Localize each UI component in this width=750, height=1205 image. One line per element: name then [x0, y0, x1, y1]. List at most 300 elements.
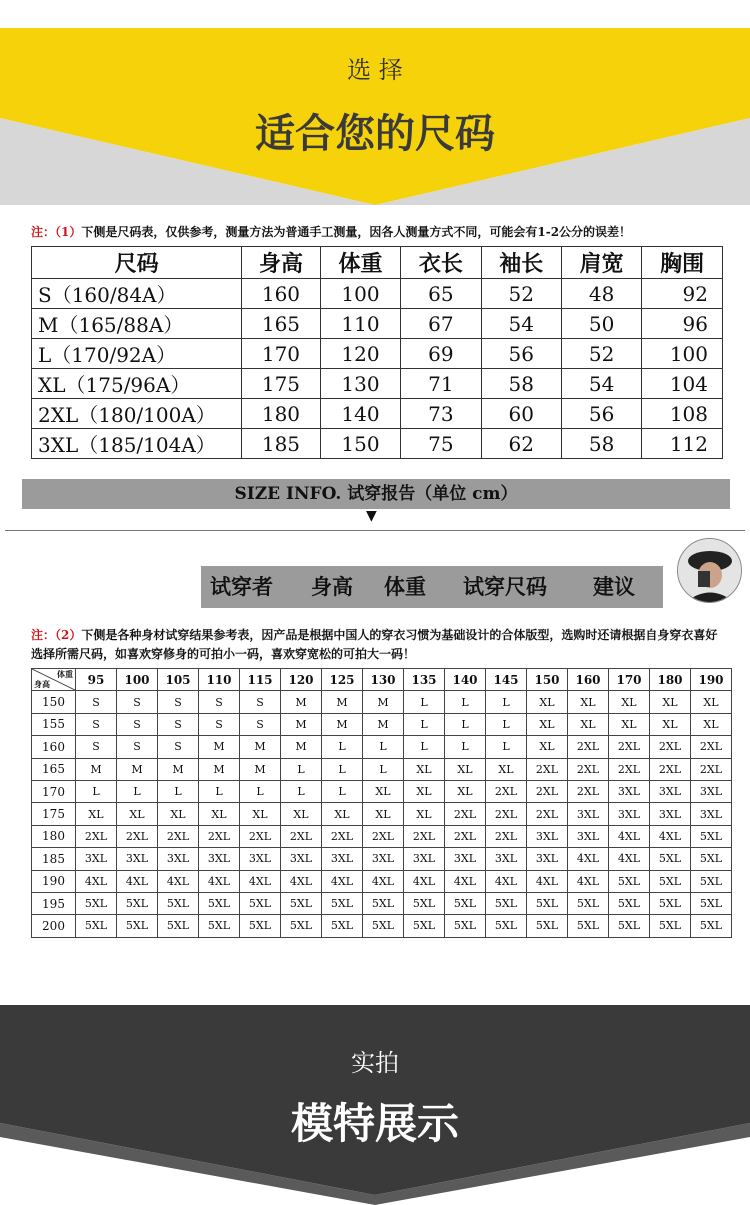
fit-size-cell: M [199, 736, 240, 758]
note-1-tag: 注：（1） [31, 225, 82, 239]
fit-weight-header: 100 [117, 669, 158, 691]
fit-size-cell: S [76, 691, 117, 713]
fit-size-cell: S [117, 736, 158, 758]
fit-size-cell: XL [650, 713, 691, 735]
size-value-cell: 120 [320, 339, 401, 369]
fit-size-cell: 4XL [158, 870, 199, 892]
down-arrow-icon: ▼ [366, 508, 377, 524]
fit-weight-header: 160 [568, 669, 609, 691]
fit-weight-header: 145 [486, 669, 527, 691]
fit-table-row [32, 736, 732, 758]
trial-label-height: 身高 [311, 575, 353, 599]
fit-weight-header: 115 [240, 669, 281, 691]
size-table-row [32, 309, 723, 339]
fit-size-cell: 5XL [199, 915, 240, 937]
size-value-cell: 69 [401, 339, 481, 369]
size-table-row [32, 279, 723, 309]
size-label-cell: L（170/92A） [32, 339, 242, 369]
fit-size-cell: 5XL [117, 892, 158, 914]
fit-size-cell: 4XL [527, 870, 568, 892]
fit-size-cell: S [158, 691, 199, 713]
fit-size-cell: 3XL [609, 780, 650, 802]
bottom-banner-subtitle: 实拍 [351, 1049, 399, 1077]
fit-size-cell: 2XL [691, 736, 732, 758]
fit-weight-header: 135 [404, 669, 445, 691]
fit-size-cell: 3XL [117, 848, 158, 870]
size-value-cell: 165 [242, 309, 321, 339]
size-value-cell: 112 [642, 429, 723, 459]
fit-size-cell: S [117, 691, 158, 713]
fit-size-cell: 5XL [158, 892, 199, 914]
fit-table-header [32, 669, 732, 691]
fit-size-cell: 2XL [568, 780, 609, 802]
size-table-body [32, 279, 723, 459]
fit-size-cell: 2XL [445, 803, 486, 825]
fit-size-cell: 5XL [76, 892, 117, 914]
fit-table-row [32, 713, 732, 735]
fit-weight-header: 110 [199, 669, 240, 691]
fit-size-cell: L [363, 736, 404, 758]
size-value-cell: 48 [561, 279, 641, 309]
fit-size-cell: 4XL [486, 870, 527, 892]
fit-size-cell: 5XL [76, 915, 117, 937]
fit-size-cell: 2XL [76, 825, 117, 847]
fit-size-cell: XL [240, 803, 281, 825]
fit-size-cell: 5XL [486, 915, 527, 937]
fit-size-cell: 5XL [609, 870, 650, 892]
fit-size-cell: 5XL [281, 915, 322, 937]
fit-size-cell: 5XL [445, 892, 486, 914]
fit-weight-header: 95 [76, 669, 117, 691]
fit-size-cell: 3XL [527, 825, 568, 847]
fit-size-cell: M [240, 758, 281, 780]
section-divider [5, 530, 745, 531]
fit-height-cell: 165 [32, 758, 76, 780]
fit-size-cell: 5XL [117, 915, 158, 937]
fit-size-cell: L [486, 736, 527, 758]
size-label-cell: XL（175/96A） [32, 369, 242, 399]
fit-size-cell: XL [691, 713, 732, 735]
fit-size-cell: XL [404, 780, 445, 802]
fit-size-cell: 2XL [650, 736, 691, 758]
fit-size-cell: 3XL [527, 848, 568, 870]
fit-weight-header: 170 [609, 669, 650, 691]
fit-size-cell: 2XL [527, 780, 568, 802]
size-value-cell: 58 [481, 369, 561, 399]
fit-size-cell: 3XL [363, 848, 404, 870]
fit-size-cell: M [322, 713, 363, 735]
fit-size-cell: 5XL [281, 892, 322, 914]
fit-size-cell: 3XL [486, 848, 527, 870]
size-table-row [32, 369, 723, 399]
fit-size-cell: XL [363, 780, 404, 802]
fit-size-cell: 3XL [568, 825, 609, 847]
fit-size-cell: 2XL [117, 825, 158, 847]
size-value-cell: 71 [401, 369, 481, 399]
fit-size-cell: 5XL [650, 915, 691, 937]
fit-size-cell: 2XL [486, 780, 527, 802]
fit-height-cell: 200 [32, 915, 76, 937]
size-value-cell: 56 [561, 399, 641, 429]
fit-table-row [32, 892, 732, 914]
fit-size-cell: M [76, 758, 117, 780]
fit-size-cell: 2XL [445, 825, 486, 847]
fit-size-cell: 5XL [568, 892, 609, 914]
fit-size-cell: 5XL [445, 915, 486, 937]
fit-height-cell: 195 [32, 892, 76, 914]
fit-size-cell: 4XL [568, 870, 609, 892]
size-value-cell: 65 [401, 279, 481, 309]
banner-title: 适合您的尺码 [255, 111, 495, 157]
fit-size-cell: 4XL [322, 870, 363, 892]
size-value-cell: 73 [401, 399, 481, 429]
fit-size-cell: 4XL [240, 870, 281, 892]
fit-size-cell: XL [117, 803, 158, 825]
fit-size-cell: 3XL [609, 803, 650, 825]
fit-size-cell: 3XL [445, 848, 486, 870]
fit-size-cell: 3XL [691, 803, 732, 825]
size-label-cell: M（165/88A） [32, 309, 242, 339]
fit-size-cell: XL [609, 713, 650, 735]
fit-table-body [32, 691, 732, 937]
size-label-cell: 2XL（180/100A） [32, 399, 242, 429]
size-table [31, 246, 723, 459]
size-header-cell: 袖长 [481, 247, 561, 279]
fit-weight-header: 190 [691, 669, 732, 691]
fit-size-cell: 5XL [363, 915, 404, 937]
fit-weight-header: 105 [158, 669, 199, 691]
fit-size-cell: 5XL [691, 848, 732, 870]
fit-size-cell: 2XL [404, 825, 445, 847]
note-1-text: 下侧是尺码表，仅供参考，测量方法为普通手工测量，因各人测量方式不同，可能会有1-2公分的误差！ [81, 225, 632, 239]
fit-size-cell: L [445, 713, 486, 735]
fit-table-row [32, 758, 732, 780]
fit-size-cell: 2XL [486, 825, 527, 847]
size-value-cell: 52 [481, 279, 561, 309]
fit-size-cell: XL [527, 691, 568, 713]
fit-size-cell: 4XL [281, 870, 322, 892]
model-avatar-icon [677, 538, 742, 603]
size-table-row [32, 339, 723, 369]
fit-size-cell: L [158, 780, 199, 802]
fit-size-cell: M [322, 691, 363, 713]
fit-weight-header: 180 [650, 669, 691, 691]
fit-size-cell: XL [568, 691, 609, 713]
size-value-cell: 96 [642, 309, 723, 339]
trial-report-bar [201, 566, 663, 608]
fit-table-row [32, 870, 732, 892]
fit-table-row [32, 848, 732, 870]
fit-size-cell: 5XL [691, 870, 732, 892]
fit-size-cell: 2XL [240, 825, 281, 847]
fit-height-cell: 175 [32, 803, 76, 825]
fit-size-cell: L [76, 780, 117, 802]
fit-size-cell: 4XL [199, 870, 240, 892]
fit-size-cell: 5XL [650, 848, 691, 870]
fit-size-cell: XL [650, 691, 691, 713]
fit-size-cell: 5XL [650, 870, 691, 892]
trial-label-advice: 建议 [593, 575, 635, 599]
fit-size-cell: M [281, 691, 322, 713]
fit-weight-header: 120 [281, 669, 322, 691]
fit-size-cell: M [363, 713, 404, 735]
size-value-cell: 150 [320, 429, 401, 459]
fit-size-cell: L [240, 780, 281, 802]
fit-size-cell: S [240, 691, 281, 713]
fit-size-cell: 5XL [568, 915, 609, 937]
fit-size-cell: L [404, 713, 445, 735]
fit-weight-header: 130 [363, 669, 404, 691]
fit-size-cell: XL [322, 803, 363, 825]
size-value-cell: 140 [320, 399, 401, 429]
size-table-header [32, 247, 723, 279]
note-1 [31, 223, 731, 240]
fit-size-cell: XL [281, 803, 322, 825]
fit-size-cell: S [158, 736, 199, 758]
fit-size-cell: 3XL [404, 848, 445, 870]
fit-size-cell: M [158, 758, 199, 780]
fit-size-cell: 5XL [158, 915, 199, 937]
trial-label-tester: 试穿者 [210, 575, 273, 599]
fit-size-cell: S [117, 713, 158, 735]
fit-size-cell: XL [404, 758, 445, 780]
fit-size-cell: L [322, 758, 363, 780]
fit-weight-header: 150 [527, 669, 568, 691]
fit-corner-height: 身高 [34, 679, 50, 690]
fit-size-cell: S [76, 713, 117, 735]
fit-size-cell: M [240, 736, 281, 758]
fit-height-cell: 180 [32, 825, 76, 847]
size-value-cell: 67 [401, 309, 481, 339]
fit-size-cell: S [240, 713, 281, 735]
fit-size-cell: L [486, 713, 527, 735]
fit-size-cell: L [322, 780, 363, 802]
fit-size-cell: 5XL [363, 892, 404, 914]
fit-size-cell: XL [76, 803, 117, 825]
trial-label-weight: 体重 [384, 575, 426, 599]
fit-size-cell: M [281, 713, 322, 735]
fit-size-cell: 2XL [609, 758, 650, 780]
fit-size-cell: 2XL [650, 758, 691, 780]
size-table-row [32, 399, 723, 429]
fit-size-cell: 4XL [609, 825, 650, 847]
fit-size-cell: 5XL [404, 915, 445, 937]
fit-size-cell: L [322, 736, 363, 758]
size-header-cell: 肩宽 [561, 247, 641, 279]
fit-size-cell: S [76, 736, 117, 758]
fit-size-cell: L [445, 736, 486, 758]
fit-size-cell: XL [568, 713, 609, 735]
fit-size-cell: 2XL [158, 825, 199, 847]
size-value-cell: 62 [481, 429, 561, 459]
fit-size-cell: 2XL [486, 803, 527, 825]
fit-size-cell: XL [609, 691, 650, 713]
fit-size-cell: 2XL [527, 758, 568, 780]
fit-size-cell: 5XL [404, 892, 445, 914]
fit-size-cell: 2XL [281, 825, 322, 847]
fit-size-cell: XL [158, 803, 199, 825]
size-value-cell: 50 [561, 309, 641, 339]
fit-size-cell: M [281, 736, 322, 758]
fit-size-cell: L [363, 758, 404, 780]
fit-size-cell: XL [363, 803, 404, 825]
fit-table [31, 668, 732, 938]
fit-size-cell: XL [445, 758, 486, 780]
fit-height-cell: 170 [32, 780, 76, 802]
fit-size-cell: 2XL [322, 825, 363, 847]
fit-size-cell: 5XL [240, 892, 281, 914]
fit-size-cell: S [199, 691, 240, 713]
fit-corner-weight: 体重 [57, 669, 73, 679]
fit-size-cell: 5XL [650, 892, 691, 914]
fit-size-cell: 2XL [568, 736, 609, 758]
note-2-text: 下侧是各种身材试穿结果参考表，因产品是根据中国人的穿衣习惯为基础设计的合体版型，选购时还请根据自身穿衣喜好选择所需尺码，如喜欢穿修身的可拍小一码，喜欢穿宽松的可拍大一码！ [31, 628, 718, 661]
fit-size-cell: 5XL [199, 892, 240, 914]
fit-size-cell: 5XL [691, 892, 732, 914]
fit-size-cell: 4XL [363, 870, 404, 892]
fit-size-cell: 5XL [691, 915, 732, 937]
size-value-cell: 52 [561, 339, 641, 369]
size-header-cell: 身高 [242, 247, 321, 279]
fit-size-cell: 4XL [76, 870, 117, 892]
fit-height-cell: 155 [32, 713, 76, 735]
size-label-cell: S（160/84A） [32, 279, 242, 309]
fit-table-row [32, 691, 732, 713]
size-value-cell: 175 [242, 369, 321, 399]
size-value-cell: 100 [320, 279, 401, 309]
fit-size-cell: XL [199, 803, 240, 825]
fit-size-cell: 4XL [117, 870, 158, 892]
note-2-tag: 注：（2） [31, 628, 82, 642]
fit-height-cell: 150 [32, 691, 76, 713]
fit-size-cell: L [445, 691, 486, 713]
fit-size-cell: S [158, 713, 199, 735]
fit-size-cell: 2XL [568, 758, 609, 780]
size-header-cell: 衣长 [401, 247, 481, 279]
fit-size-cell: 3XL [281, 848, 322, 870]
fit-weight-header: 125 [322, 669, 363, 691]
fit-corner-cell [32, 669, 76, 691]
fit-table-row [32, 825, 732, 847]
size-value-cell: 58 [561, 429, 641, 459]
fit-size-cell: 2XL [199, 825, 240, 847]
fit-size-cell: 5XL [322, 915, 363, 937]
fit-size-cell: 3XL [76, 848, 117, 870]
fit-size-cell: 5XL [486, 892, 527, 914]
size-value-cell: 180 [242, 399, 321, 429]
size-value-cell: 75 [401, 429, 481, 459]
fit-size-cell: XL [445, 780, 486, 802]
fit-size-cell: XL [486, 758, 527, 780]
fit-size-cell: 4XL [445, 870, 486, 892]
fit-weight-header: 140 [445, 669, 486, 691]
size-value-cell: 170 [242, 339, 321, 369]
fit-size-cell: L [281, 758, 322, 780]
fit-size-cell: 4XL [650, 825, 691, 847]
fit-size-cell: M [199, 758, 240, 780]
fit-size-cell: 2XL [691, 758, 732, 780]
top-banner [0, 0, 750, 205]
size-value-cell: 160 [242, 279, 321, 309]
fit-size-cell: L [281, 780, 322, 802]
note-2 [31, 626, 721, 664]
banner-subtitle: 选 择 [347, 56, 403, 84]
fit-size-cell: 2XL [363, 825, 404, 847]
fit-size-cell: 3XL [650, 780, 691, 802]
size-value-cell: 104 [642, 369, 723, 399]
bottom-banner [0, 1005, 750, 1205]
fit-size-cell: XL [527, 736, 568, 758]
fit-size-cell: 3XL [199, 848, 240, 870]
fit-size-cell: M [117, 758, 158, 780]
fit-size-cell: 4XL [568, 848, 609, 870]
fit-table-row [32, 915, 732, 937]
fit-size-cell: L [404, 736, 445, 758]
fit-size-cell: 5XL [240, 915, 281, 937]
fit-size-cell: 3XL [650, 803, 691, 825]
size-info-bar: SIZE INFO. 试穿报告（单位 cm） [22, 479, 730, 509]
fit-table-row [32, 780, 732, 802]
fit-size-cell: XL [527, 713, 568, 735]
fit-size-cell: 5XL [691, 825, 732, 847]
fit-size-cell: S [199, 713, 240, 735]
fit-size-cell: 2XL [527, 803, 568, 825]
size-header-cell: 体重 [320, 247, 401, 279]
fit-height-cell: 160 [32, 736, 76, 758]
fit-size-cell: L [404, 691, 445, 713]
size-header-cell: 尺码 [32, 247, 242, 279]
fit-size-cell: L [117, 780, 158, 802]
fit-height-cell: 185 [32, 848, 76, 870]
size-value-cell: 100 [642, 339, 723, 369]
fit-size-cell: 3XL [158, 848, 199, 870]
fit-size-cell: 5XL [322, 892, 363, 914]
fit-size-cell: 3XL [568, 803, 609, 825]
fit-size-cell: XL [404, 803, 445, 825]
size-value-cell: 108 [642, 399, 723, 429]
size-value-cell: 54 [481, 309, 561, 339]
fit-size-cell: M [363, 691, 404, 713]
fit-size-cell: 3XL [240, 848, 281, 870]
fit-size-cell: 5XL [527, 892, 568, 914]
size-value-cell: 130 [320, 369, 401, 399]
size-value-cell: 56 [481, 339, 561, 369]
fit-size-cell: 5XL [609, 915, 650, 937]
size-value-cell: 54 [561, 369, 641, 399]
size-value-cell: 92 [642, 279, 723, 309]
fit-size-cell: 2XL [609, 736, 650, 758]
bottom-banner-title: 模特展示 [290, 1099, 459, 1148]
fit-size-cell: 4XL [609, 848, 650, 870]
fit-size-cell: 5XL [527, 915, 568, 937]
size-value-cell: 60 [481, 399, 561, 429]
fit-size-cell: L [486, 691, 527, 713]
fit-height-cell: 190 [32, 870, 76, 892]
fit-size-cell: 4XL [404, 870, 445, 892]
fit-size-cell: 3XL [691, 780, 732, 802]
fit-size-cell: 3XL [322, 848, 363, 870]
size-table-row [32, 429, 723, 459]
fit-size-cell: 5XL [609, 892, 650, 914]
trial-label-size: 试穿尺码 [463, 575, 547, 599]
fit-table-row [32, 803, 732, 825]
size-header-cell: 胸围 [642, 247, 723, 279]
fit-size-cell: XL [691, 691, 732, 713]
fit-size-cell: L [199, 780, 240, 802]
size-label-cell: 3XL（185/104A） [32, 429, 242, 459]
size-value-cell: 185 [242, 429, 321, 459]
size-value-cell: 110 [320, 309, 401, 339]
